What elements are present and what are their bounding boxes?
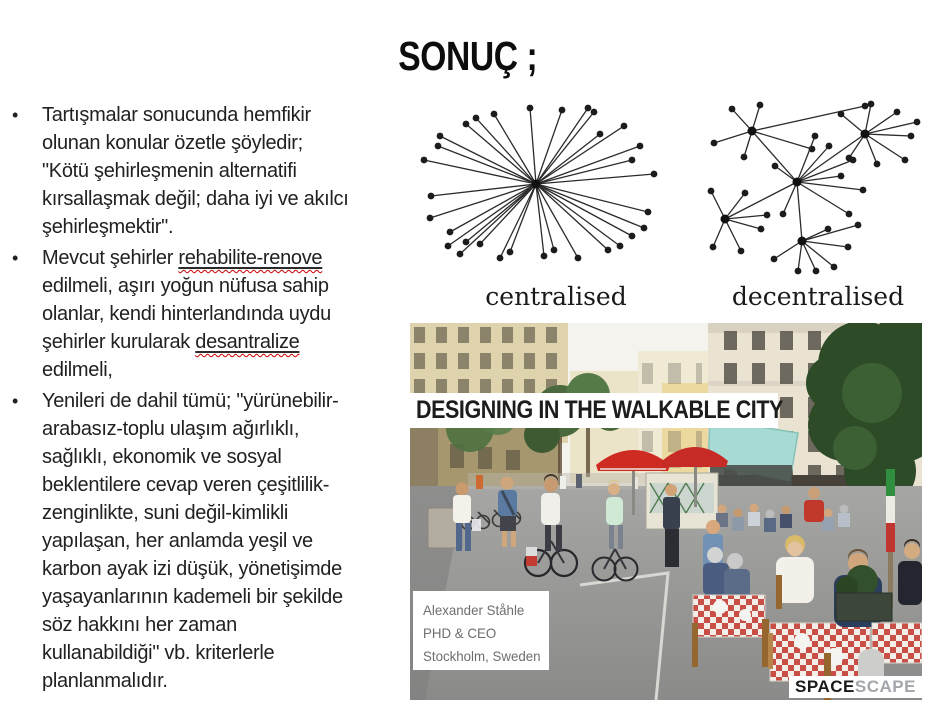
spacescape-logo-text [795,677,916,697]
decentralised-network-diagram [702,99,934,279]
logo-secondary-text: SCAPE [854,677,916,696]
spacescape-logo [789,676,922,698]
bullet-text-line: karbon ayak izi düşük, yönetişimde [42,558,342,580]
logo-primary-text: SPACE [795,677,855,696]
decentralised-figure [702,99,934,311]
bullet-text-line: olunan konular özetle şöyledir; [42,132,303,154]
bullet-text-line: Yenileri de dahil tümü; "yürünebilir- [42,390,339,412]
credit-location: Stockholm, Sweden [423,648,541,664]
bullet-text-line: şehirleşmektir". [42,216,174,238]
bullet-text-line: yapılaşan, her anlamda yeşil ve [42,530,313,552]
bullet-text-line: kırsallaşmak değil; daha iyi ve akılcı [42,188,349,210]
bullet-text-line: kullanabildiği" vb. kriterlerle [42,642,275,664]
credit-role: PHD & CEO [423,625,497,641]
photo-title-text: DESIGNING IN THE WALKABLE CITY [416,396,783,424]
bullet-text-line: arabasız-toplu ulaşım ağırlıklı, [42,418,300,440]
underlined-term: rehabilite-renove [178,247,323,269]
bullet-text-line: Tartışmalar sonucunda hemfikir [42,104,311,126]
credit-name: Alexander Ståhle [423,602,525,618]
bullet-marker: • [12,105,19,125]
photo-credit-box [413,591,549,670]
bullet-text-line: Mevcut şehirler rehabilite-renove [42,247,323,269]
bullet-text-line: şehirler kurularak desantralize [42,331,300,353]
bullet-marker: • [12,248,19,268]
bullet-text-line: "Kötü şehirleşmenin alternatifi [42,160,297,182]
walkable-city-photo [410,323,922,700]
photo-title-banner [410,393,783,428]
bullet-text-line: yaşayanlarının kademeli bir şekilde [42,586,343,608]
bullet-marker: • [12,391,19,411]
bullet-text-line: söz hakkını her zaman [42,614,237,636]
centralised-caption: centralised [485,282,627,311]
bullet-item [12,244,404,384]
bullet-text-line: beklentilere cevap veren çeşitlilik- [42,474,330,496]
centralised-network-diagram [408,99,704,279]
bullet-text-line: sağlıklı, ekonomik ve sosyal [42,446,282,468]
bullet-text-line: olanlar, kendi hinterlandında uydu [42,303,331,325]
bullet-text-line: edilmeli, [42,359,113,381]
bullet-text-line: zenginlikte, suni değil-kimlikli [42,502,289,524]
centralised-figure [408,99,704,311]
page-title [0,34,935,79]
page-title-text: SONUÇ ; [397,33,538,79]
bullet-list [12,101,404,698]
underlined-term: desantralize [195,331,300,353]
bullet-text-line: planlanmalıdır. [42,670,168,692]
decentralised-caption: decentralised [731,282,905,311]
bullet-text-line: edilmeli, aşırı yoğun nüfusa sahip [42,275,329,297]
bullet-item [12,101,404,241]
bullet-item [12,387,404,695]
